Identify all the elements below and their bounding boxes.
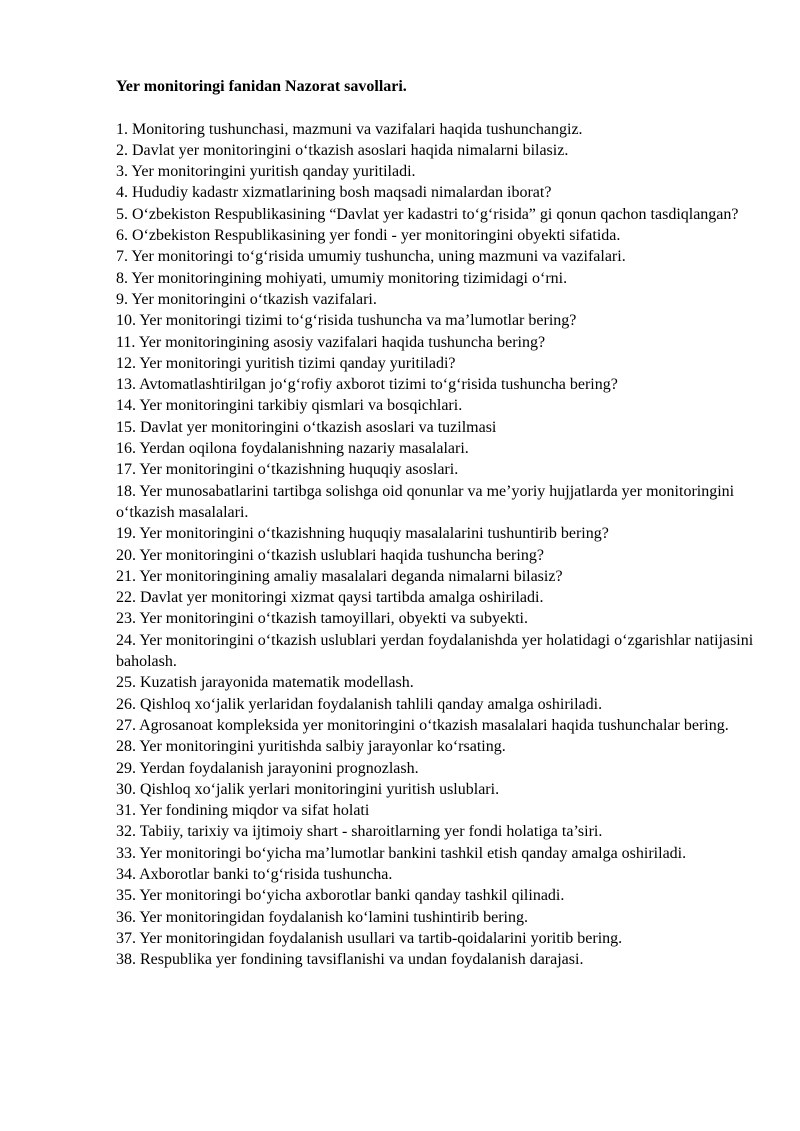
question-item: 1. Monitoring tushunchasi, mazmuni va vazifalari haqida tushunchangiz. (116, 120, 583, 138)
question-item: 38. Respublika yer fondining tavsiflanishi va undan foydalanish darajasi. (116, 951, 584, 969)
question-item: 3. Yer monitoringini yuritish qanday yuritiladi. (116, 163, 416, 181)
question-item: 10. Yer monitoringi tizimi to‘g‘risida tushuncha va ma’lumotlar bering? (116, 312, 577, 330)
question-item: 30. Qishloq xo‘jalik yerlari monitoringini yuritish uslublari. (116, 780, 500, 798)
question-item: 2. Davlat yer monitoringini o‘tkazish asoslari haqida nimalarni bilasiz. (116, 141, 569, 159)
question-item: 34. Axborotlar banki to‘g‘risida tushuncha. (116, 865, 393, 883)
question-item: 36. Yer monitoringidan foydalanish ko‘lamini tushintirib bering. (116, 908, 528, 926)
question-item: 13. Avtomatlashtirilgan jo‘g‘rofiy axborot tizimi to‘g‘risida tushuncha bering? (116, 376, 618, 394)
question-item: 19. Yer monitoringini o‘tkazishning huquqiy masalalarini tushuntirib bering? (116, 525, 609, 543)
question-item: 15. Davlat yer monitoringini o‘tkazish asoslari va tuzilmasi (116, 418, 497, 436)
question-item: 23. Yer monitoringini o‘tkazish tamoyillari, obyekti va subyekti. (116, 610, 528, 628)
question-item: 35. Yer monitoringi bo‘yicha axborotlar banki qanday tashkil qilinadi. (116, 887, 565, 905)
question-item: 5. O‘zbekiston Respublikasining “Davlat yer kadastri to‘g‘risida” gi qonun qachon tasdiqlangan? (116, 205, 739, 223)
question-item: 22. Davlat yer monitoringi xizmat qaysi tartibda amalga oshiriladi. (116, 589, 544, 607)
question-item: 7. Yer monitoringi to‘g‘risida umumiy tushuncha, uning mazmuni va vazifalari. (116, 248, 626, 266)
question-item: 26. Qishloq xo‘jalik yerlaridan foydalanish tahlili qanday amalga oshiriladi. (116, 695, 603, 713)
document-title: Yer monitoringi fanidan Nazorat savollari. (116, 78, 407, 95)
question-list (116, 119, 756, 971)
question-item: 31. Yer fondining miqdor va sifat holati (116, 802, 370, 820)
question-item: 14. Yer monitoringini tarkibiy qismlari va bosqichlari. (116, 397, 463, 415)
question-item: 27. Agrosanoat kompleksida yer monitoringini o‘tkazish masalalari haqida tushunchalar bering. (116, 716, 729, 734)
question-item: 33. Yer monitoringi bo‘yicha ma’lumotlar bankini tashkil etish qanday amalga oshiriladi. (116, 844, 687, 862)
document-page (116, 76, 756, 970)
question-item: 17. Yer monitoringini o‘tkazishning huquqiy asoslari. (116, 461, 459, 479)
question-item: 9. Yer monitoringini o‘tkazish vazifalari. (116, 290, 377, 308)
question-item: 4. Hududiy kadastr xizmatlarining bosh maqsadi nimalardan iborat? (116, 184, 552, 202)
question-item: 12. Yer monitoringi yuritish tizimi qanday yuritiladi? (116, 354, 456, 372)
question-item: 18. Yer munosabatlarini tartibga solishga oid qonunlar va me’yoriy hujjatlarda yer monitoringini o‘tkazish masalalari. (116, 482, 735, 521)
question-item: 8. Yer monitoringining mohiyati, umumiy monitoring tizimidagi o‘rni. (116, 269, 568, 287)
question-item: 32. Tabiiy, tarixiy va ijtimoiy shart - sharoitlarning yer fondi holatiga ta’siri. (116, 823, 603, 841)
question-item: 6. O‘zbekiston Respublikasining yer fondi - yer monitoringini obyekti sifatida. (116, 227, 621, 245)
question-item: 37. Yer monitoringidan foydalanish usullari va tartib-qoidalarini yoritib bering. (116, 929, 623, 947)
question-item: 20. Yer monitoringini o‘tkazish uslublari haqida tushuncha bering? (116, 546, 544, 564)
question-item: 11. Yer monitoringining asosiy vazifalari haqida tushuncha bering? (116, 333, 546, 351)
question-item: 25. Kuzatish jarayonida matematik modellash. (116, 674, 414, 692)
question-item: 28. Yer monitoringini yuritishda salbiy jarayonlar ko‘rsating. (116, 738, 506, 756)
question-item: 21. Yer monitoringining amaliy masalalari deganda nimalarni bilasiz? (116, 567, 563, 585)
question-item: 16. Yerdan oqilona foydalanishning nazariy masalalari. (116, 440, 469, 458)
question-item: 24. Yer monitoringini o‘tkazish uslublari yerdan foydalanishda yer holatidagi o‘zgarishlar natijasini baholash. (116, 631, 754, 671)
question-item: 29. Yerdan foydalanish jarayonini prognozlash. (116, 759, 419, 777)
